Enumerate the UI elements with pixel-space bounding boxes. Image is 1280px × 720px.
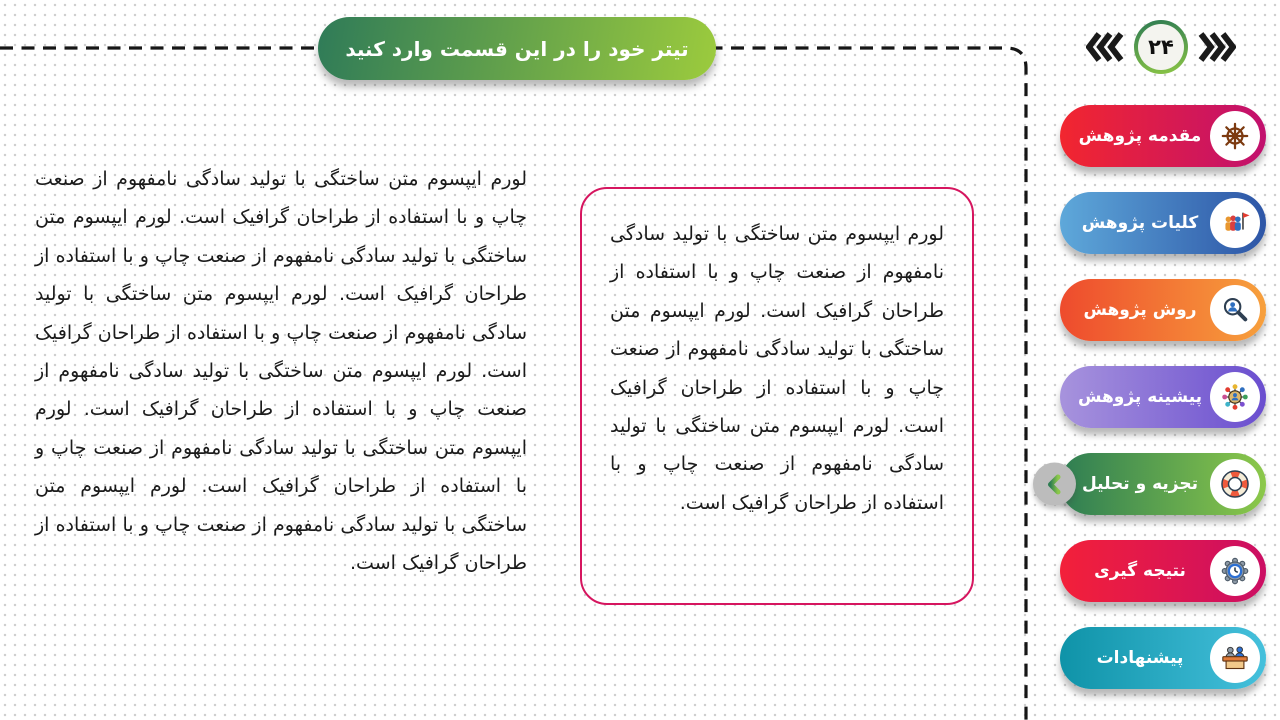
sidebar-item-conclusion[interactable] [1060,540,1266,602]
sidebar-item-icon-circle [1210,198,1260,248]
sidebar-item-label: پیشنهادات [1096,648,1184,668]
sidebar-item-icon-circle [1210,459,1260,509]
callout-paragraph: لورم ایپسوم متن ساختگی با تولید سادگی نامفهوم از صنعت چاپ و با استفاده از طراحان گرافیک است. لورم ایپسوم متن ساختگی با تولید سادگی نامفهوم از صنعت چاپ و با استفاده از طراحان گرافیک است. لورم ایپسوم متن ساختگی با تولید سادگی نامفهوم از صنعت چاپ و با استفاده از طراحان گرافیک است. [610,223,944,514]
sidebar-item-suggestions[interactable] [1060,627,1266,689]
body-paragraph: لورم ایپسوم متن ساختگی با تولید سادگی نامفهوم از صنعت چاپ و با استفاده از طراحان گرافیک است. لورم ایپسوم متن ساختگی با تولید سادگی نامفهوم از صنعت چاپ و با استفاده از طراحان گرافیک است. لورم ایپسوم متن ساختگی با تولید سادگی نامفهوم از صنعت چاپ و با استفاده از طراحان گرافیک است. لورم ایپسوم متن ساختگی با تولید سادگی نامفهوم از صنعت چاپ و با استفاده از طراحان گرافیک است. لورم ایپسوم متن ساختگی با تولید سادگی نامفهوم از صنعت چاپ و با استفاده از طراحان گرافیک است. لورم ایپسوم متن ساختگی با تولید سادگی نامفهوم از صنعت چاپ و با استفاده از طراحان گرافیک است. [35,168,527,575]
nav-back-chevrons-icon[interactable] [1086,32,1124,62]
sidebar-item-research-method[interactable] [1060,279,1266,341]
sidebar-item-research-intro[interactable] [1060,105,1266,167]
sidebar-item-label: نتیجه گیری [1094,561,1186,581]
title-banner-label: تیتر خود را در این قسمت وارد کنید [345,36,689,61]
sidebar-item-analysis[interactable] [1060,453,1266,515]
callout-box [580,187,974,605]
sidebar-item-icon-circle [1210,633,1260,683]
page-number: ۲۴ [1148,35,1174,59]
sidebar-item-icon-circle [1210,372,1260,422]
people-flag-icon [1220,208,1250,238]
ship-wheel-icon [1220,121,1250,151]
sidebar-item-label: تجزیه و تحلیل [1082,474,1198,494]
lifebuoy-icon [1220,469,1250,499]
search-person-icon [1220,295,1250,325]
network-people-icon [1220,382,1250,412]
sidebar-item-icon-circle [1210,546,1260,596]
active-chevron-icon [1044,473,1066,495]
active-item-indicator [1033,463,1076,506]
gear-clock-icon [1220,556,1250,586]
sidebar-item-label: پیشینه پژوهش [1077,387,1203,407]
sidebar-item-research-overview[interactable] [1060,192,1266,254]
title-banner[interactable] [318,17,716,80]
page-navigation [1086,20,1236,74]
sidebar-item-label: کلیات پژوهش [1081,213,1199,233]
page-number-badge [1134,20,1188,74]
podium-people-icon [1220,643,1250,673]
sidebar-menu [1060,105,1266,689]
sidebar-item-icon-circle [1210,111,1260,161]
nav-forward-chevrons-icon[interactable] [1198,32,1236,62]
sidebar-item-label: مقدمه پژوهش [1078,126,1202,146]
sidebar-item-research-background[interactable] [1060,366,1266,428]
sidebar-item-icon-circle [1210,285,1260,335]
sidebar-item-label: روش پژوهش [1083,300,1197,320]
